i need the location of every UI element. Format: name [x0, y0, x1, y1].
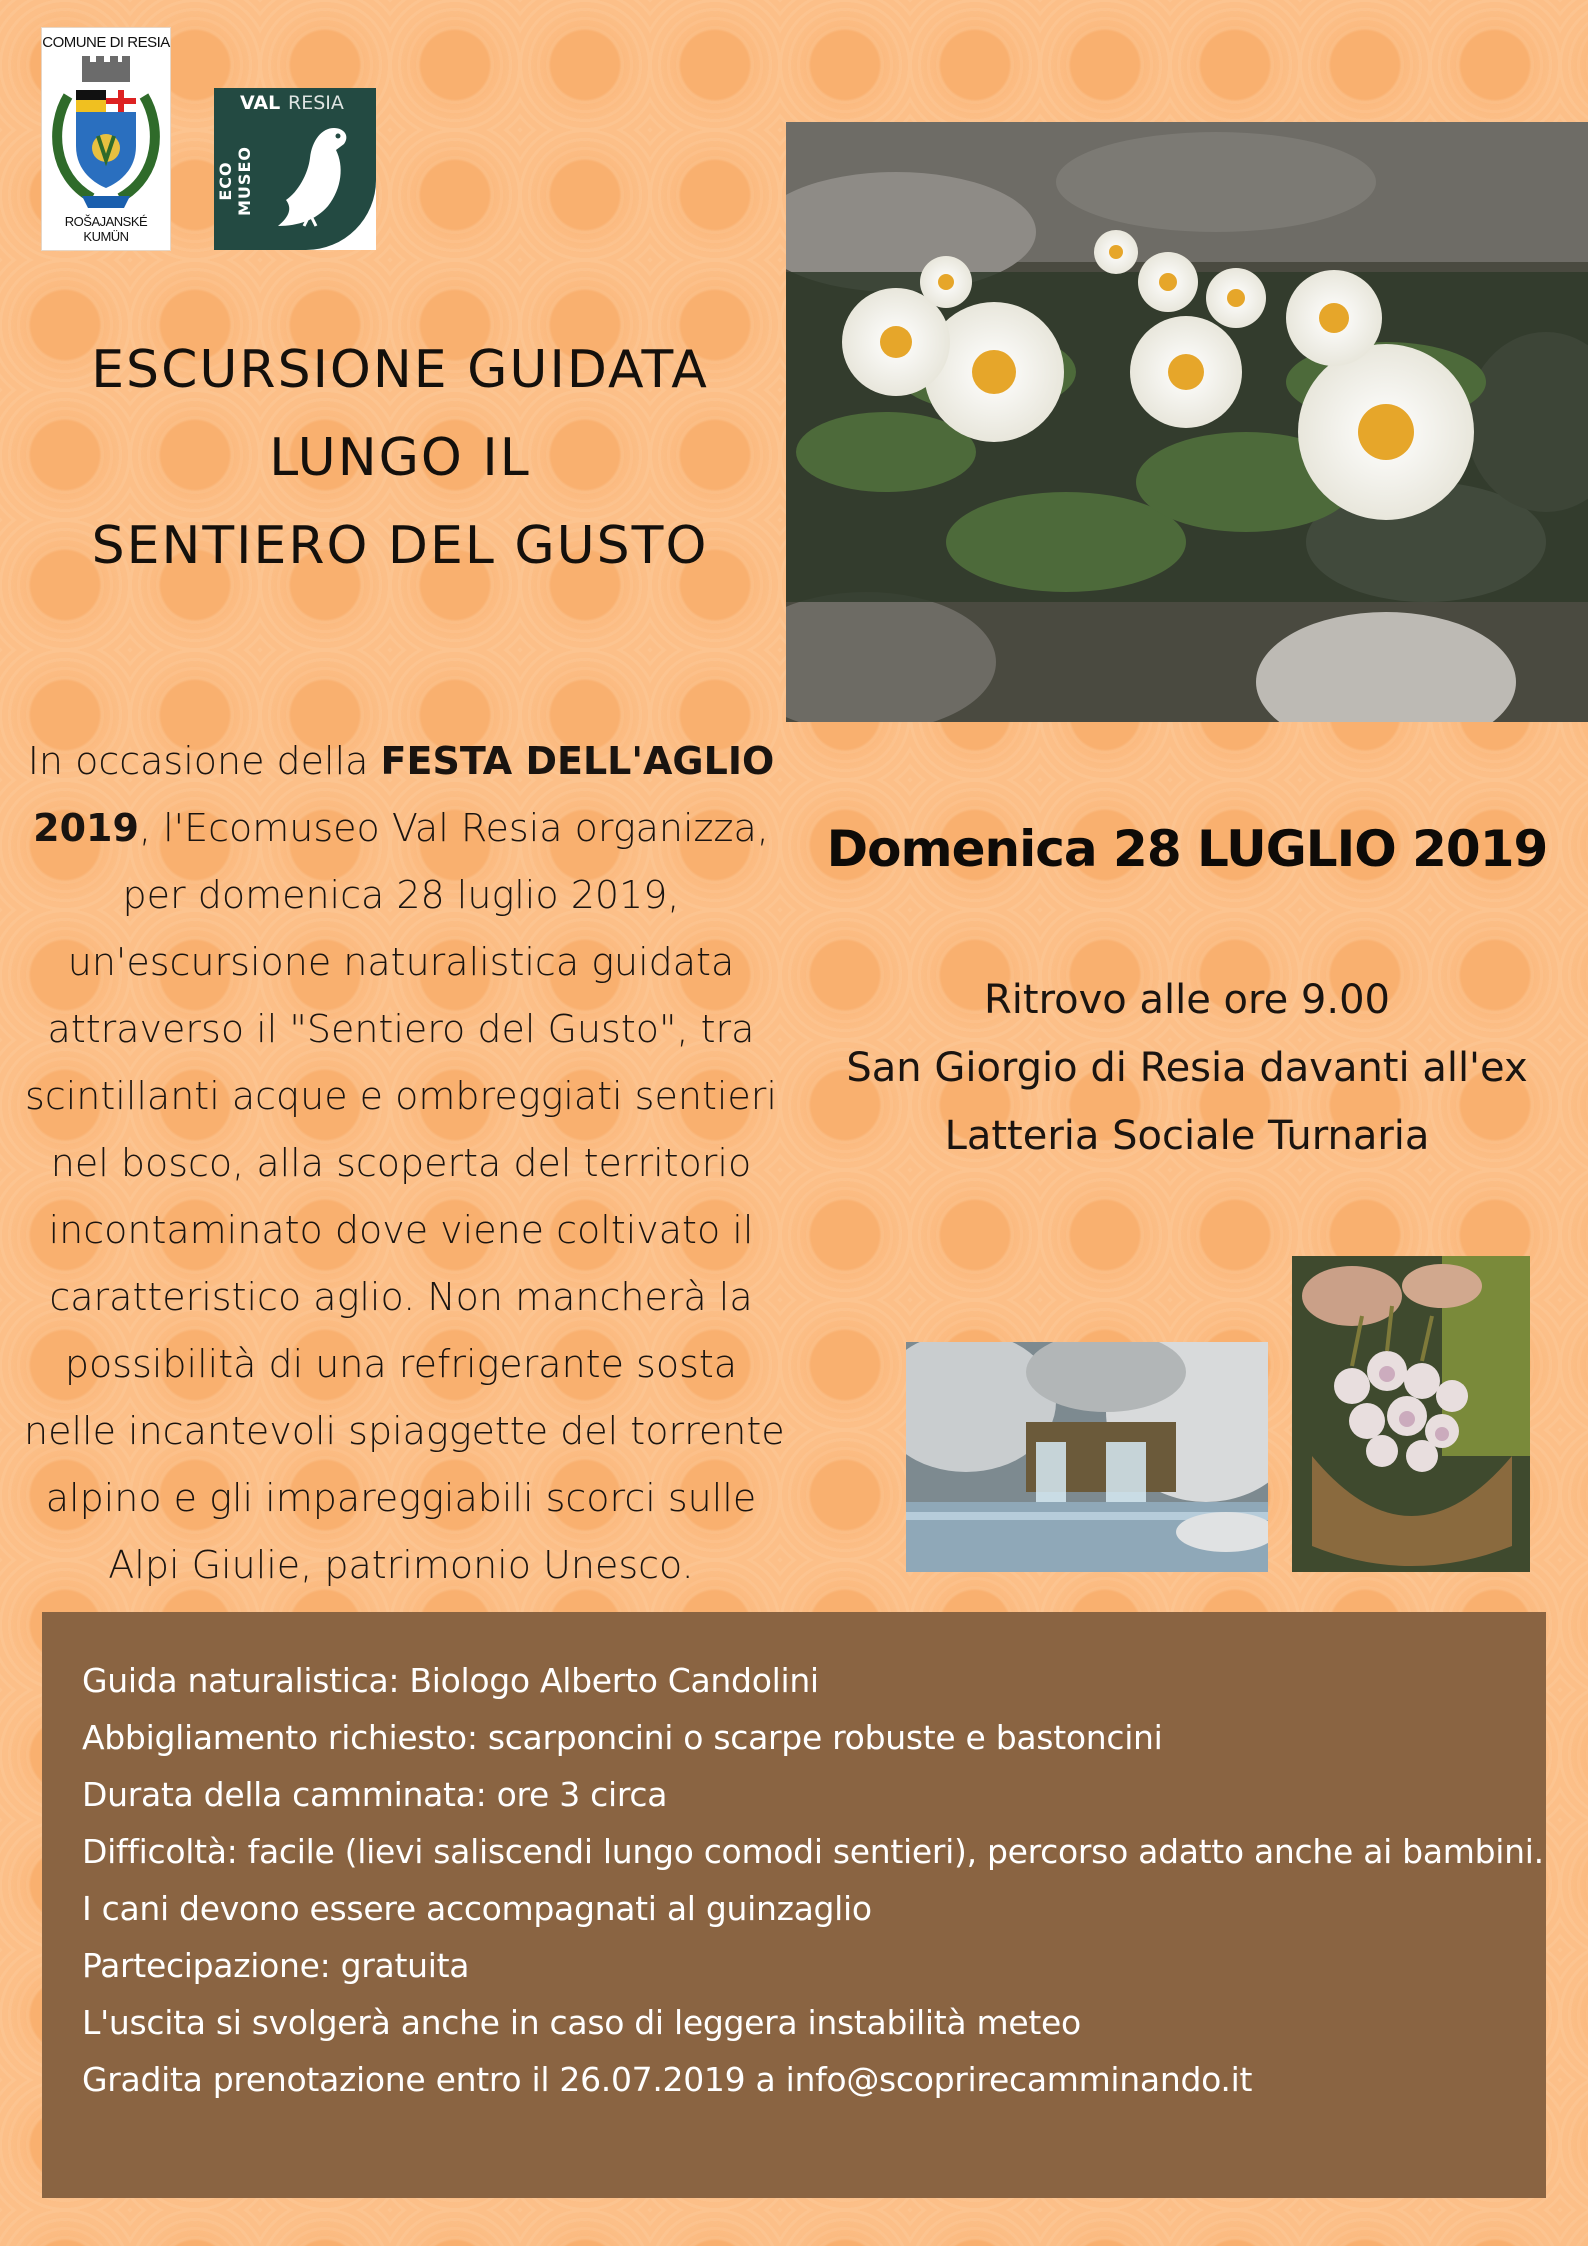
meeting-time: Ritrovo alle ore 9.00: [984, 977, 1390, 1023]
meeting-place-detail: Latteria Sociale Turnaria: [944, 1113, 1430, 1159]
year-highlight: 2019: [33, 806, 139, 850]
info-item: Difficoltà: facile (lievi saliscendi lungo comodi sentieri), percorso adatto anche ai bambini.: [82, 1832, 1544, 1871]
ecomuseo-logo-resia-text: RESIA: [288, 92, 344, 114]
info-box: [42, 1612, 1546, 2198]
meeting-place: San Giorgio di Resia davanti all'ex: [846, 1045, 1528, 1091]
meeting-point: [786, 966, 1588, 1170]
festa-highlight: FESTA DELL'AGLIO: [380, 739, 775, 783]
description-line-3: per domenica 28 luglio 2019,: [122, 873, 680, 917]
description-line-1: In occasione della FESTA DELL'AGLIO: [27, 739, 775, 783]
comune-logo-top-text: COMUNE DI RESIA: [42, 34, 170, 51]
event-date: Domenica 28 LUGLIO 2019: [826, 820, 1548, 878]
info-item: Gradita prenotazione entro il 26.07.2019 a info@scoprirecamminando.it: [82, 2060, 1253, 2099]
description-line-4: un'escursione naturalistica guidata: [67, 940, 735, 984]
info-item: I cani devono essere accompagnati al guinzaglio: [82, 1889, 872, 1928]
description-line-8: incontaminato dove viene coltivato il: [48, 1208, 754, 1252]
description-line-2: 2019, l'Ecomuseo Val Resia organizza,: [33, 806, 769, 850]
info-item: Durata della camminata: ore 3 circa: [82, 1775, 668, 1814]
garlic-basket-photo: [1292, 1256, 1530, 1572]
stream-photo: [906, 1342, 1268, 1572]
ecomuseo-logo: [214, 88, 376, 250]
info-list: [82, 1652, 1544, 2108]
title-line-2: LUNGO IL: [269, 428, 531, 488]
description-line-10: possibilità di una refrigerante sosta: [64, 1342, 738, 1386]
title-line-3: SENTIERO DEL GUSTO: [91, 516, 709, 576]
bird-icon: [264, 122, 354, 232]
title-line-1: ESCURSIONE GUIDATA: [91, 340, 709, 400]
ecomuseo-logo-val-text: VAL: [240, 92, 281, 114]
comune-logo-bottom-text: ROŠAJANSKÉ KUMÜN: [64, 214, 148, 244]
description-line-11: nelle incantevoli spiaggette del torrente: [24, 1409, 785, 1453]
comune-logo: [42, 28, 170, 250]
info-item: Abbigliamento richiesto: scarponcini o scarpe robuste e bastoncini: [82, 1718, 1163, 1757]
description-line-6: scintillanti acque e ombreggiati sentieri: [25, 1074, 777, 1118]
event-description: [24, 728, 785, 1599]
event-title: [40, 326, 760, 590]
description-line-9: caratteristico aglio. Non mancherà la: [49, 1275, 753, 1319]
description-line-7: nel bosco, alla scoperta del territorio: [50, 1141, 752, 1185]
info-item: L'uscita si svolgerà anche in caso di leggera instabilità meteo: [82, 2003, 1081, 2042]
ecomuseo-logo-eco-text: ECO MUSEO: [216, 146, 254, 216]
description-line-5: attraverso il "Sentiero del Gusto", tra: [47, 1007, 755, 1051]
description-line-12: alpino e gli impareggiabili scorci sulle: [45, 1476, 757, 1520]
alpine-flowers-photo: [786, 122, 1588, 722]
coat-of-arms-icon: [46, 56, 166, 224]
info-item: Guida naturalistica: Biologo Alberto Candolini: [82, 1661, 819, 1700]
info-item: Partecipazione: gratuita: [82, 1946, 470, 1985]
description-line-13: Alpi Giulie, patrimonio Unesco.: [108, 1543, 694, 1587]
